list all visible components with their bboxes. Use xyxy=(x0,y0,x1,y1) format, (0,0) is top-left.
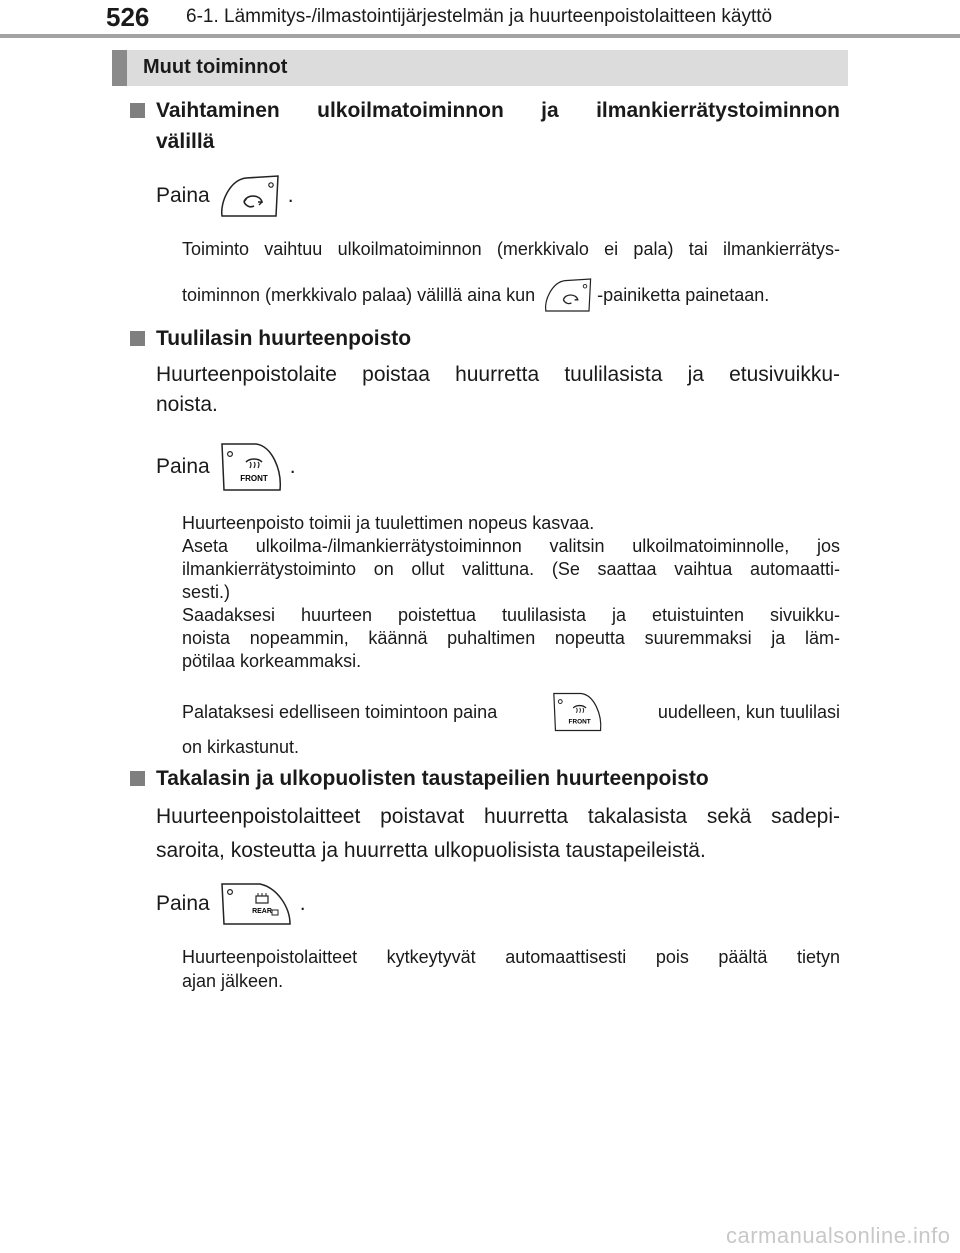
windshield-return-line: Palataksesi edelliseen toimintoon paina FRONT uudelleen, kun tuulilasi xyxy=(182,690,840,734)
windshield-return-line2: on kirkastunut. xyxy=(182,737,300,757)
recirc-heading-cont: välillä xyxy=(156,130,215,153)
rear-note-line1: Huurteenpoistolaitteet kytkeytyvät automaattisesti pois päältä tietyn xyxy=(182,947,840,967)
windshield-press-line: Paina FRONT . xyxy=(156,440,296,494)
watermark: carmanualsonline.info xyxy=(726,1223,951,1248)
rear-heading: Takalasin ja ulkopuolisten taustapeilien huurteenpoisto xyxy=(130,762,709,796)
recirc-heading: Vaihtaminen ulkoilmatoiminnon ja ilmankierrätystoiminnon xyxy=(130,94,840,128)
header-divider xyxy=(0,34,960,38)
svg-text:FRONT: FRONT xyxy=(568,718,591,726)
section-title: Muut toiminnot xyxy=(143,56,288,78)
recirc-note-line1: Toiminto vaihtuu ulkoilmatoiminnon (merkkivalo ei pala) tai ilmankierrätys- xyxy=(182,239,840,259)
windshield-heading: Tuulilasin huurteenpoisto xyxy=(130,322,411,356)
recirc-note-line2: toiminnon (merkkivalo palaa) välillä aina kun -painiketta painetaan. xyxy=(182,274,769,316)
windshield-notes: Huurteenpoisto toimii ja tuulettimen nopeus kasvaa. Aseta ulkoilma-/ilmankierrätystoiminnon valitsin ulkoilmatoiminnolle, jos ilmankierrätystoiminto on ollut valittuna. (Se saattaa vaihtua automaatti- sesti.) Saadaksesi huurteen poistettua tuulilasista ja etuistuinten sivuikku- noista nopeammin, käännä puhaltimen nopeutta suuremmaksi ja läm- pötilaa korkeammaksi. xyxy=(182,513,840,671)
windshield-body-line2: noista. xyxy=(156,393,218,416)
recirculation-button-icon xyxy=(541,274,597,316)
front-icon-label: FRONT xyxy=(239,474,268,483)
heading-bullet-icon xyxy=(130,771,145,786)
rear-defroster-button-icon xyxy=(216,880,296,928)
rear-icon-label: REAR xyxy=(251,908,272,915)
rear-press-line: Paina REAR . xyxy=(156,880,306,928)
front-defroster-button-icon xyxy=(216,440,288,494)
heading-bullet-icon xyxy=(130,331,145,346)
front-defroster-button-icon xyxy=(549,690,607,734)
recirculation-button-icon xyxy=(216,172,286,220)
rear-body-line2: saroita, kosteutta ja huurretta ulkopuolisista taustapeileistä. xyxy=(156,839,706,862)
rear-body-line1: Huurteenpoistolaitteet poistavat huurretta takalasista sekä sadepi- xyxy=(156,805,840,828)
windshield-body-line1: Huurteenpoistolaite poistaa huurretta tuulilasista ja etusivuikku- xyxy=(156,363,840,386)
recirc-press-line: Paina . xyxy=(156,172,294,220)
section-title-bar xyxy=(112,50,848,86)
heading-bullet-icon xyxy=(130,103,145,118)
page-number: 526 xyxy=(106,2,150,32)
chapter-title: 6-1. Lämmitys-/ilmastointijärjestelmän ja huurteenpoistolaitteen käyttö xyxy=(186,6,773,27)
rear-note-line2: ajan jälkeen. xyxy=(182,971,284,991)
